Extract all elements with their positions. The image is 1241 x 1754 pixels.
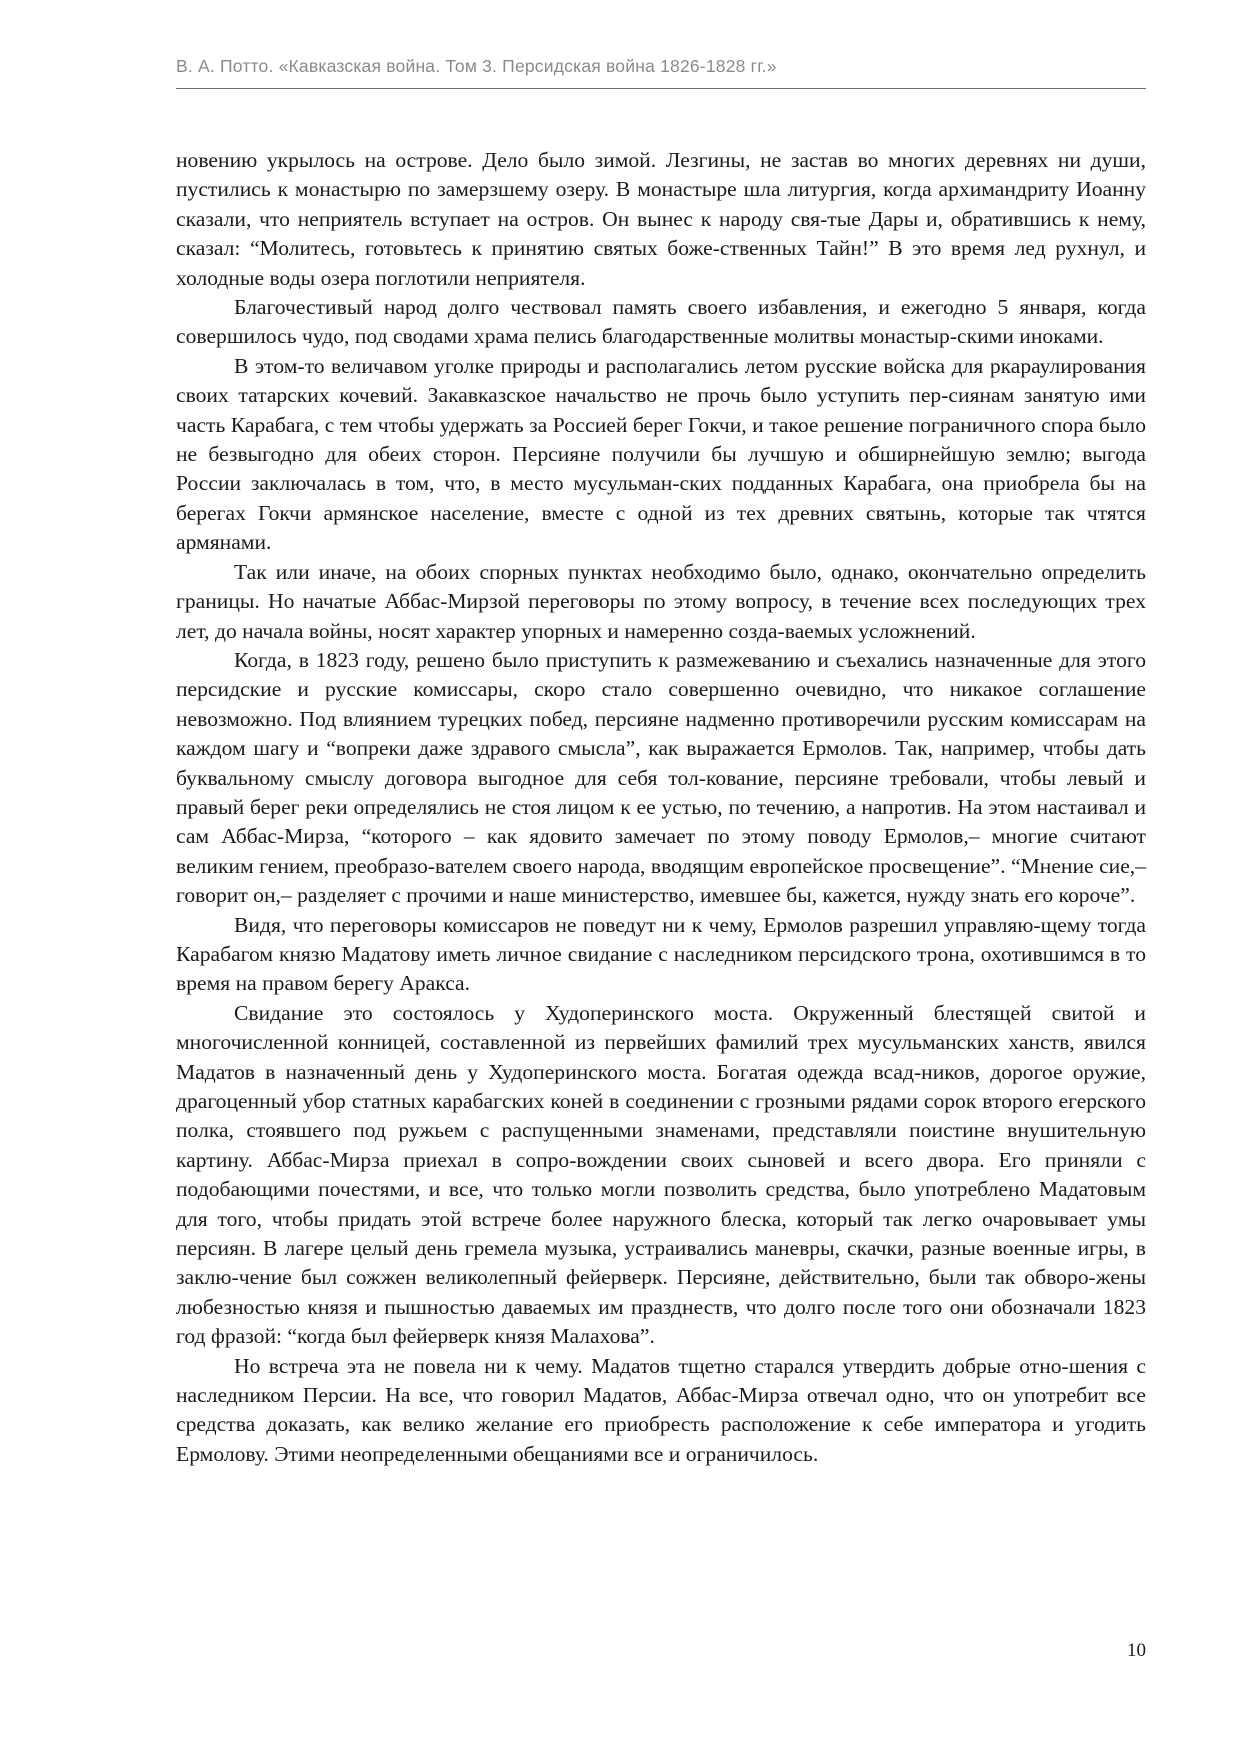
paragraph: Благочестивый народ долго чествовал память своего избавления, и ежегодно 5 января, когда совершилось чудо, под сводами храма пелись благодарственные молитвы монастыр-скими иноками. xyxy=(176,295,1146,349)
paragraph: Но встреча эта не повела ни к чему. Мадатов тщетно старался утвердить добрые отно-шения с наследником Персии. На все, что говорил Мадатов, Аббас-Мирза отвечал одно, что он употребит все средства доказать, как велико желание его приобресть расположение к себе императора и угодить Ермолову. Этими неопределенными обещаниями все и ограничилось. xyxy=(176,1353,1146,1466)
paragraph: Свидание это состоялось у Худоперинского моста. Окруженный блестящей свитой и многочисленной конницей, составленной из первейших фамилий трех мусульманских ханств, явился Мадатов в назначенный день у Худоперинского моста. Богатая одежда всад-ников, дорогое оружие, драгоценный убор статных карабагских коней в соединении с грозными рядами сорок второго егерского полка, стоявшего под ружьем с распущенными знаменами, представляли поистине внушительную картину. Аббас-Мирза приехал в сопро-вождении своих сыновей и всего двора. Его приняли с подобающими почестями, и все, что только могли позволить средства, было употреблено Мадатовым для того, чтобы придать этой встрече более наружного блеска, который так легко очаровывает умы персиян. В лагере целый день гремела музыка, устраивались маневры, скачки, разные военные игры, в заклю-чение был сожжен великолепный фейерверк. Персияне, действительно, были так обворо-жены любезностью князя и пышностью даваемых им празднеств, что долго после того они обозначали 1823 год фразой: “когда был фейерверк князя Малахова”. xyxy=(176,1000,1146,1349)
running-header: В. А. Потто. «Кавказская война. Том 3. Персидская война 1826-1828 гг.» xyxy=(176,56,777,76)
paragraph: новению укрылось на острове. Дело было зимой. Лезгины, не застав во многих деревнях ни души, пустились к монастырю по замерзшему озеру. В монастыре шла литургия, когда архимандриту Иоанну сказали, что неприятель вступает на остров. Он вынес к народу свя-тые Дары и, обратившись к нему, сказал: “Молитесь, готовьтесь к принятию святых боже-ственных Тайн!” В это время лед рухнул, и холодные воды озера поглотили неприятеля. xyxy=(176,148,1146,290)
paragraph: Когда, в 1823 году, решено было приступить к размежеванию и съехались назначенные для этого персидские и русские комиссары, скоро стало совершенно очевидно, что никакое соглашение невозможно. Под влиянием турецких побед, персияне надменно противоречили русским комиссарам на каждом шагу и “вопреки даже здравого смысла”, как выражается Ермолов. Так, например, чтобы дать буквальному смыслу договора выгодное для себя тол-кование, персияне требовали, чтобы левый и правый берег реки определялись не стоя лицом к ее устью, по течению, а напротив. На этом настаивал и сам Аббас-Мирза, “которого – как ядовито замечает по этому поводу Ермолов,– многие считают великим гением, преобразо-вателем своего народа, вводящим европейское просвещение”. “Мнение сие,– говорит он,– разделяет с прочими и наше министерство, имевшее бы, кажется, нужду знать его короче”. xyxy=(176,647,1146,908)
paragraph: Видя, что переговоры комиссаров не поведут ни к чему, Ермолов разрешил управляю-щему тогда Карабагом князю Мадатову иметь личное свидание с наследником персидского трона, охотившимся в то время на правом берегу Аракса. xyxy=(176,912,1146,996)
header-divider xyxy=(176,88,1146,89)
paragraph: Так или иначе, на обоих спорных пунктах необходимо было, однако, окончательно определить границы. Но начатые Аббас-Мирзой переговоры по этому вопросу, в течение всех последующих трех лет, до начала войны, носят характер упорных и намеренно созда-ваемых усложнений. xyxy=(176,559,1146,643)
paragraph: В этом-то величавом уголке природы и располагались летом русские войска для ркараулирования своих татарских кочевий. Закавказское начальство не прочь было уступить пер-сиянам занятую ими часть Карабага, с тем чтобы удержать за Россией берег Гокчи, и такое решение пограничного спора было не безвыгодно для обеих сторон. Персияне получили бы лучшую и обширнейшую землю; выгода России заключалась в том, что, в место мусульман-ских подданных Карабага, она приобрела бы на берегах Гокчи армянское население, вместе с одной из тех древних святынь, которые так чтятся армянами. xyxy=(176,353,1146,555)
main-text xyxy=(176,146,1146,1469)
page-number: 10 xyxy=(1127,1640,1146,1661)
